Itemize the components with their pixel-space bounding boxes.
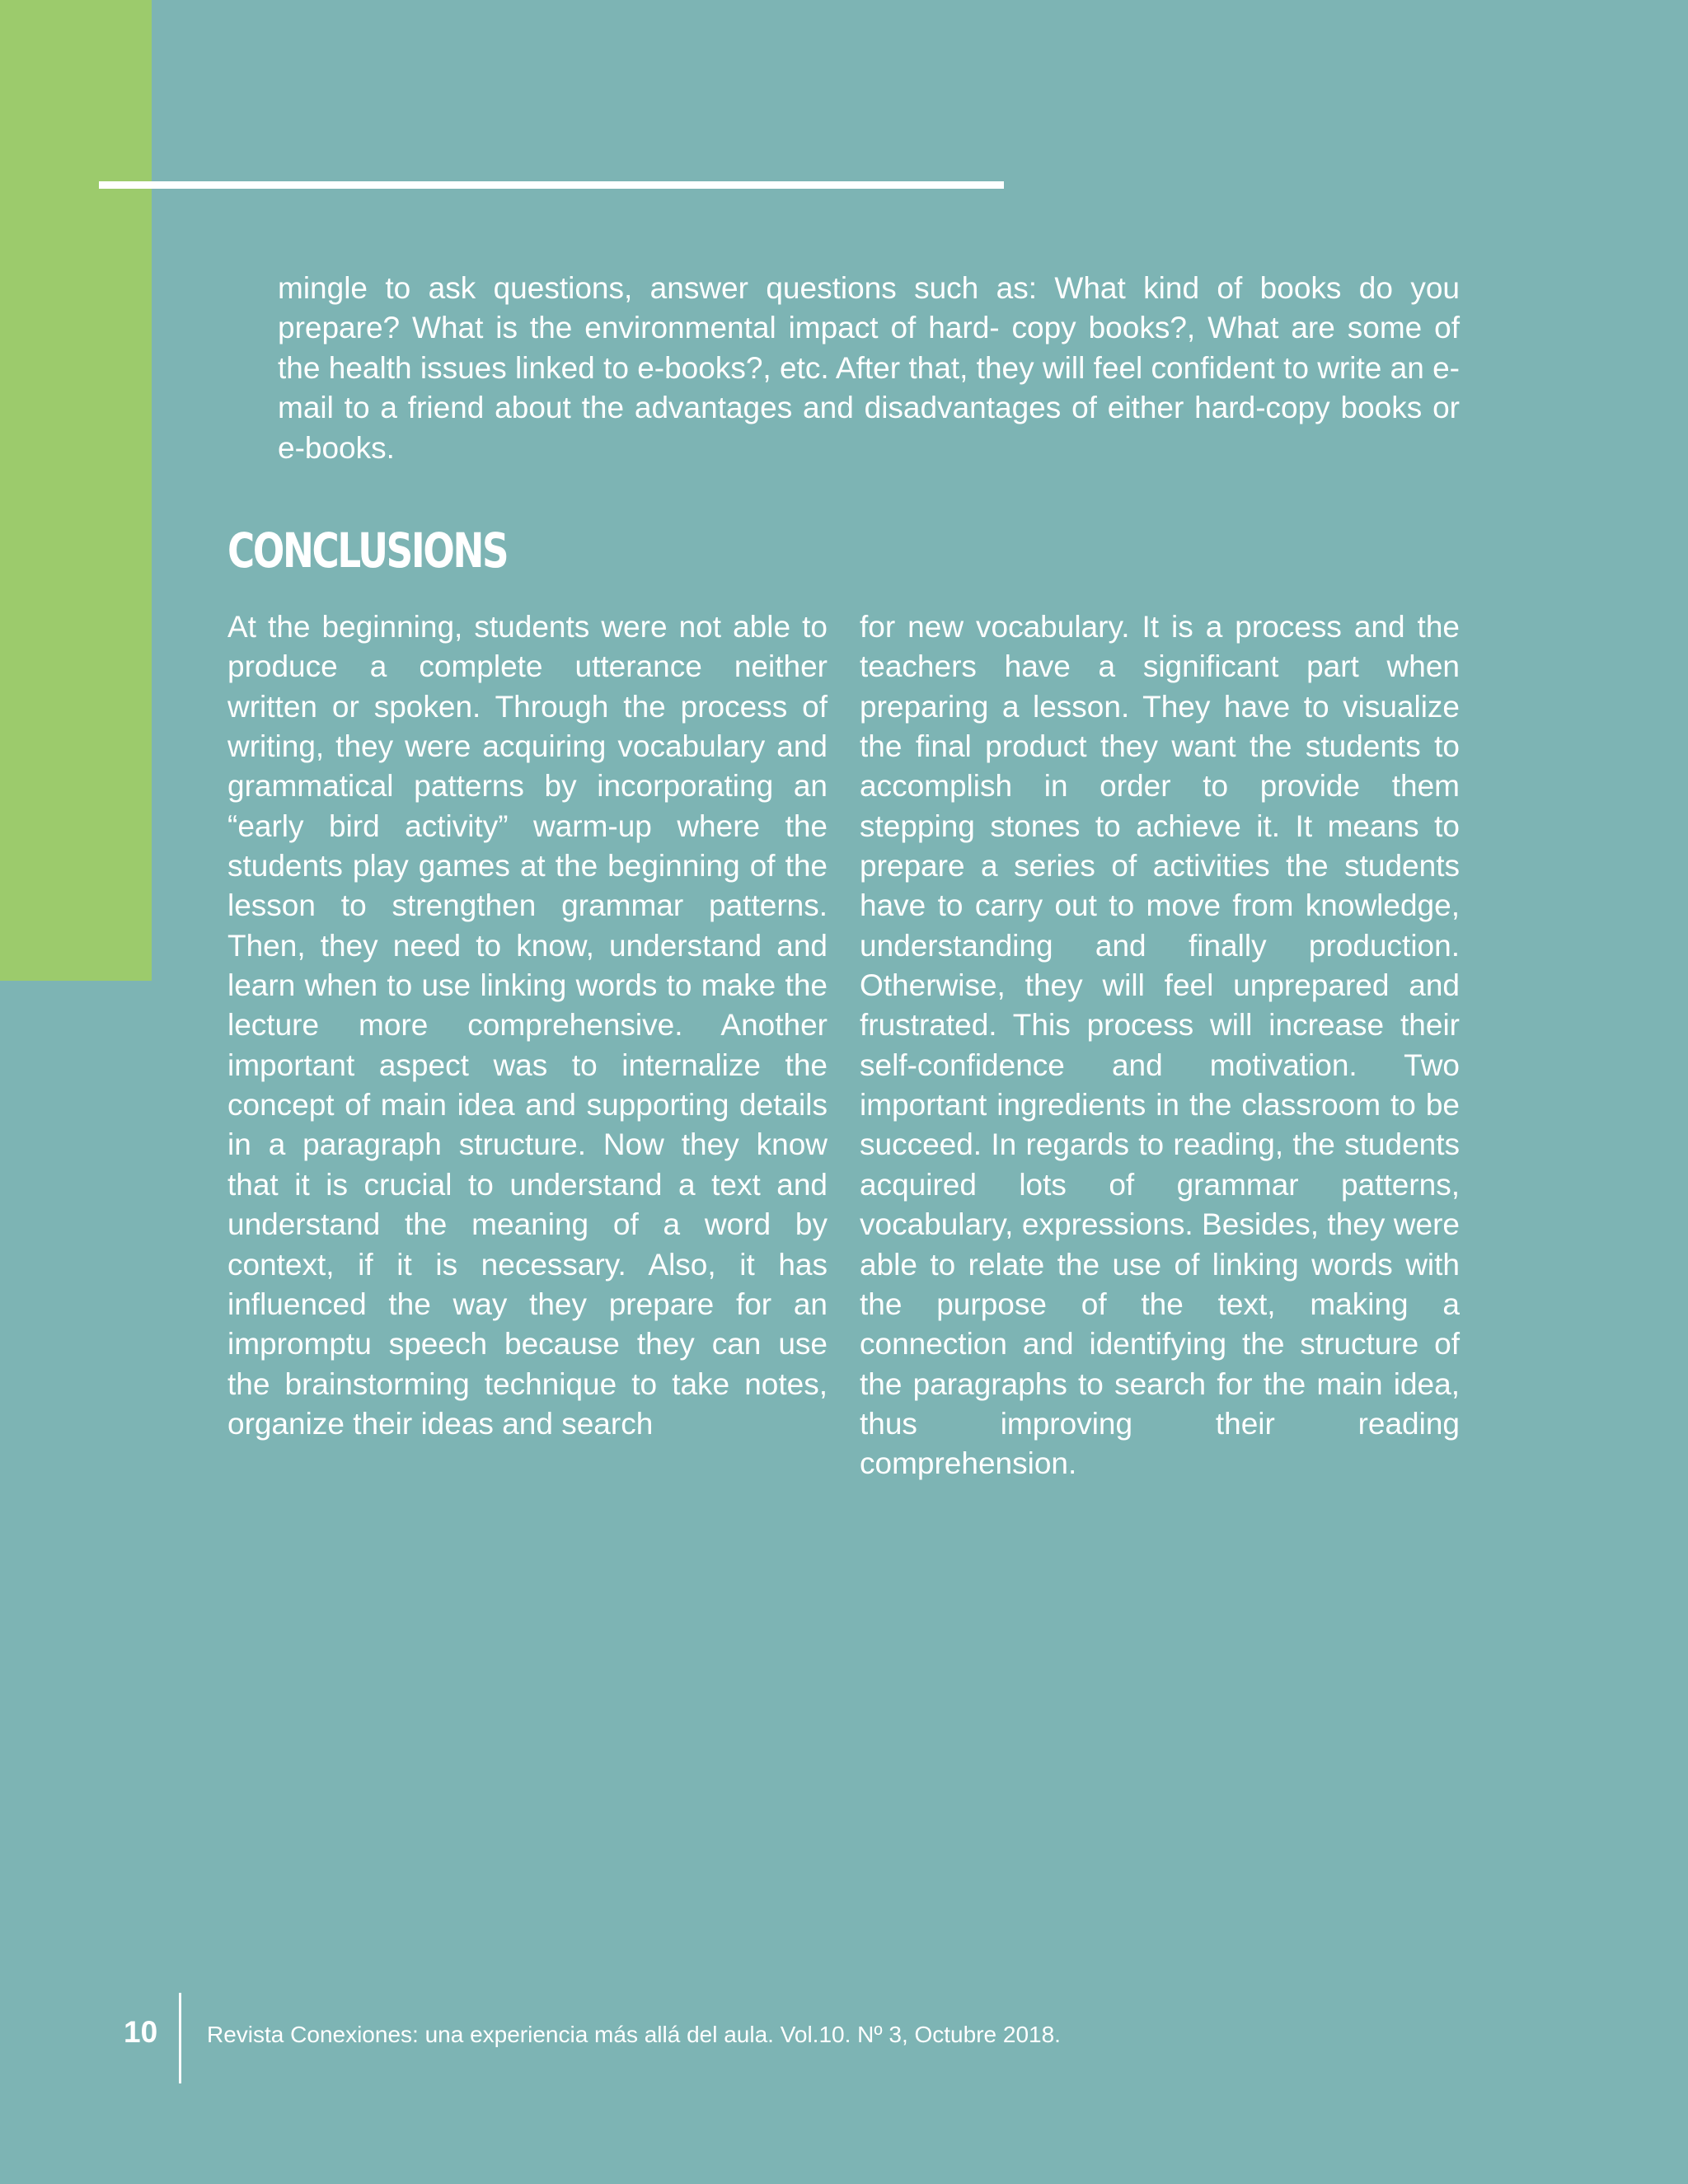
top-rule-line [99, 181, 1004, 189]
conclusions-column-left: At the beginning, students were not able to produce a complete utterance neither written or spoken. Through the process of writing, they were acquiring vocabulary and grammatical patterns by incorporating an “early bird activity” warm-up where the students play games at the beginning of the lesson to strengthen grammar patterns. Then, they need to know, understand and learn when to use linking words to make the lecture more comprehensive. Another important aspect was to internalize the concept of main idea and supporting details in a paragraph structure. Now they know that it is crucial to understand a text and understand the meaning of a word by context, if it is necessary. Also, it has influenced the way they prepare for an impromptu speech because they can use the brainstorming technique to take notes, organize their ideas and search [227, 610, 828, 1441]
intro-paragraph: mingle to ask questions, answer questions such as: What kind of books do you prepare? What is the environmental impact of hard- copy books?, What are some of the health issues linked to e-books?, etc. After that, they will feel confident to write an e-mail to a friend about the advantages and disadvantages of either hard-copy books or e-books. [278, 271, 1460, 465]
page-number: 10 [124, 2015, 158, 2049]
section-heading: CONCLUSIONS [227, 523, 508, 579]
conclusions-column-right: for new vocabulary. It is a process and the teachers have a significant part when preparing a lesson. They have to visualize the final product they want the students to accomplish in order to provide them stepping stones to achieve it. It means to prepare a series of activities the students have to carry out to move from knowledge, understanding and finally production. Otherwise, they will feel unprepared and frustrated. This process will increase their self-confidence and motivation. Two important ingredients in the classroom to be succeed. In regards to reading, the students acquired lots of grammar patterns, vocabulary, expressions. Besides, they were able to relate the use of linking words with the purpose of the text, making a connection and identifying the structure of the paragraphs to search for the main idea, thus improving their reading comprehension. [860, 610, 1460, 1481]
footer-divider [179, 1993, 181, 2083]
footer-citation: Revista Conexiones: una experiencia más allá del aula. Vol.10. Nº 3, Octubre 2018. [207, 2022, 1061, 2047]
green-accent-bar [0, 0, 152, 981]
